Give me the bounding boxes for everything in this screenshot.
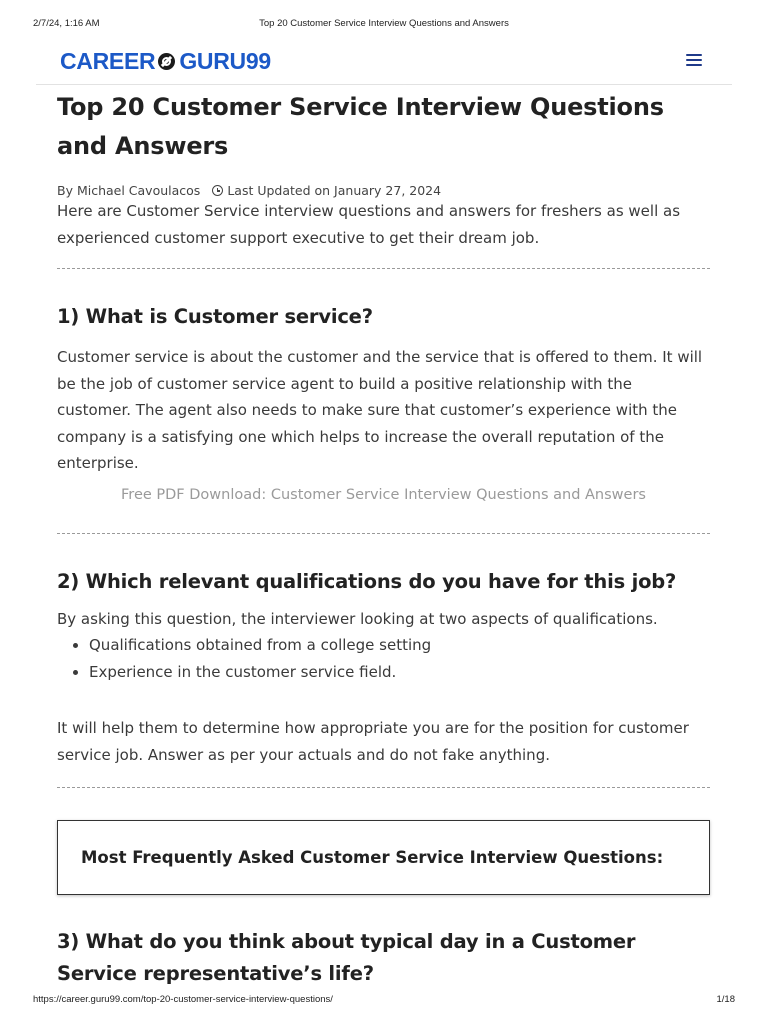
print-url: https://career.guru99.com/top-20-customer-service-interview-questions/ <box>33 994 333 1005</box>
section-divider <box>57 268 710 269</box>
last-updated: Last Updated on January 27, 2024 <box>227 183 442 198</box>
question-2-heading: 2) Which relevant qualifications do you have for this job? <box>57 569 677 593</box>
question-1-heading: 1) What is Customer service? <box>57 305 373 328</box>
faq-callout-box <box>57 820 710 895</box>
section-divider <box>57 787 710 788</box>
section-divider <box>57 533 710 534</box>
logo-text-guru: GURU99 <box>179 47 271 74</box>
print-page-number: 1/18 <box>716 994 735 1005</box>
print-footer <box>33 994 735 1008</box>
list-item: • Experience in the customer service field. <box>89 659 710 686</box>
print-page-title: Top 20 Customer Service Interview Questions and Answers <box>259 18 509 29</box>
faq-callout-text: Most Frequently Asked Customer Service Interview Questions: <box>81 848 664 867</box>
question-3-heading: 3) What do you think about typical day in a Customer Service representative’s life? <box>57 930 636 985</box>
author-byline: By Michael Cavoulacos <box>57 183 201 198</box>
logo-text-career: CAREER <box>60 47 156 74</box>
article-meta <box>57 183 710 198</box>
article-title: Top 20 Customer Service Interview Questions and Answers <box>57 93 664 160</box>
question-2-lead: By asking this question, the interviewer looking at two aspects of qualifications. <box>57 609 658 628</box>
site-header <box>36 40 732 85</box>
article-intro: Here are Customer Service interview questions and answers for freshers as well as experienced customer support executive to get their dream job. <box>57 202 681 247</box>
list-item: • Qualifications obtained from a college setting <box>89 632 710 659</box>
hamburger-menu-icon[interactable] <box>686 53 702 67</box>
question-1-answer: Customer service is about the customer and the service that is offered to them. It will be the job of customer service agent to build a positive relationship with the customer. The agent also needs to make sure that customer’s experience with the company is a satisfying one which helps to increase the overall reputation of the enterprise. <box>57 348 703 472</box>
clock-icon <box>212 185 223 196</box>
print-datetime: 2/7/24, 1:16 AM <box>33 18 100 29</box>
qualification-list <box>57 632 710 685</box>
site-logo[interactable] <box>60 48 271 74</box>
print-header <box>33 18 735 32</box>
free-pdf-download-link[interactable]: Free PDF Download: Customer Service Interview Questions and Answers <box>121 486 646 503</box>
article <box>57 88 710 990</box>
logo-mark-icon <box>158 53 175 70</box>
question-2-closing: It will help them to determine how appropriate you are for the position for customer service job. Answer as per your actuals and do not fake anything. <box>57 719 689 764</box>
